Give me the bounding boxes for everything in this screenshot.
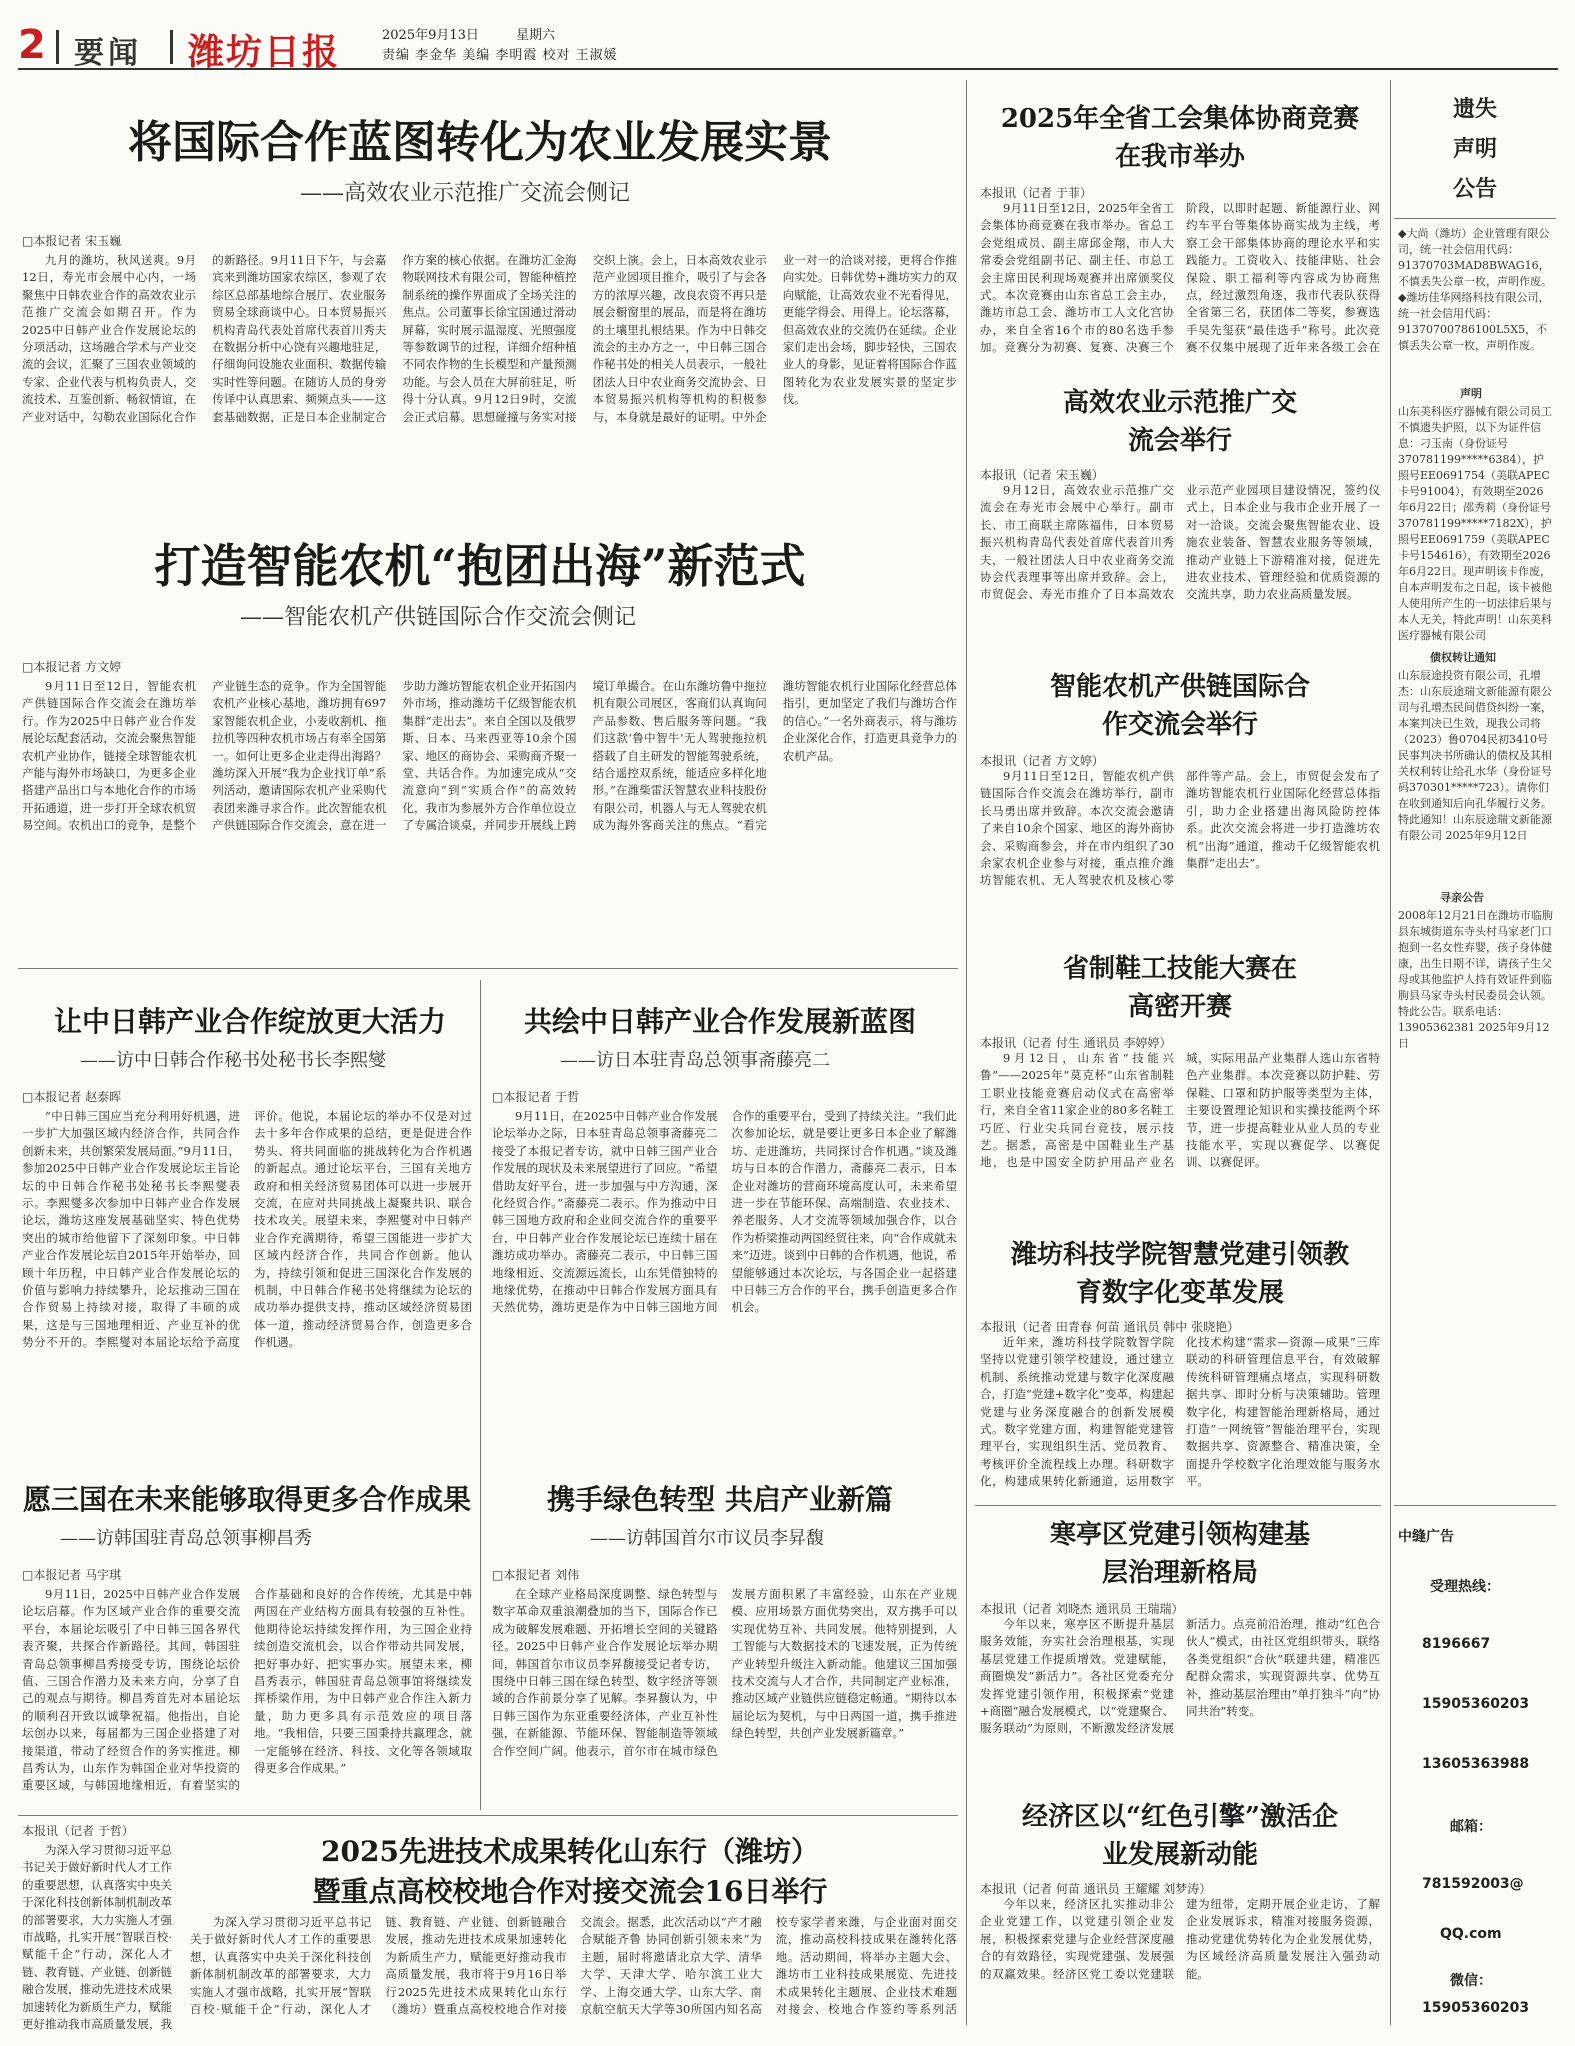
issue-date: 2025年9月13日 xyxy=(382,28,479,43)
body-union-contest: 9月11日至12日，2025年全省工会集体协商竞赛在我市举办。省总工会党组成员、副主席邱金翔，市人大常委会党组副书记、副主任、市总工会主席田民利现场观赛并出席颁奖仪式。本次竞赛由山东省总工会主办，潍坊市总工会、潍坊市工人文化宫协办，来自全省16个市的80名选手参加。竞赛分为初赛、复赛、决赛三个阶段，以即时起题、新能源行业、网约车平台等集体协商实战为主线，考察工会干部集体协商的理论水平和实践能力。工资收入、技能津贴、社会保险、职工福利等内容成为协商焦点，经过激烈角逐，我市代表队获得全省第三名，获团体二等奖，参赛选手吴先玺获“最佳选手”称号。此次竞赛不仅集中展现了近年来各级工会在 xyxy=(980,201,1380,355)
body-smart-machinery: 9月11日至12日，智能农机产供链国际合作交流会在潍坊举行。作为2025中日韩产业合作发展论坛配套活动，交流会聚焦智能农机产业协作，链接全球智能农机产能与海外市场缺口，为更多企业搭建产品出口与本地化合作的市场开拓通道，进一步打开全球农机贸易空间。农机出口的竞争，是整个产业链生态的竞争。作为全国智能农机产业核心基地，潍坊拥有697家智能农机企业，小麦收割机、拖拉机等四种农机市场占有率全国第一。如何让更多企业走得出海路？潍坊深入开展“我为企业找订单”系列活动，邀请国际农机产业采购代表团来潍寻求合作。此次智能农机产供链国际合作交流会，意在进一步助力潍坊智能农机企业开拓国内外市场，推动潍坊千亿级智能农机集群“走出去”。来自全国以及俄罗斯、日本、马来西亚等10余个国家、地区的商协会、采购商齐聚一堂、共话合作。为加速完成从“交流意向”到“实质合作”的高效转化，我市为参展外方合作单位设立了专属洽谈桌，并同步开展线上跨境订单撮合。在山东潍坊鲁中拖拉机有限公司展区，客商们认真询问产品参数、售后服务等问题。“我们这款‘鲁中智牛’无人驾驶拖拉机搭载了自主研发的智能驾驶系统，结合遥控双系统，能适应多样化地形。”在潍柴雷沃智慧农业科技股份有限公司，机器人与无人驾驶农机成为海外客商关注的焦点。“看完潍坊智能农机行业国际化经营总体指引，更加坚定了我们与潍坊合作的信心。”一名外商表示，将与潍坊企业深化合作，打造更具竞争力的农机产品。 xyxy=(22,679,957,833)
column-divider xyxy=(480,980,481,1810)
headline-smart-machinery: 打造智能农机“抱团出海”新范式 xyxy=(154,539,806,593)
sidebar-header-statement: 声明 xyxy=(1452,137,1497,162)
byline-three-nations: □本报记者 马宇琪 xyxy=(22,1568,122,1582)
headline-red-engine: 经济区以“红色引擎”激活企业发展新动能 xyxy=(1022,1802,1338,1870)
section-name: 要闻 xyxy=(74,36,142,71)
column-divider xyxy=(966,80,967,2025)
page-masthead xyxy=(18,16,1558,73)
ad-wechat: 15905360203 xyxy=(1422,2000,1530,2016)
ad-phone-1: 8196667 xyxy=(1422,1636,1491,1652)
headline-intl-agri: 将国际合作蓝图转化为农业发展实景 xyxy=(128,117,832,168)
subtitle-smart-machinery: ——智能农机产供链国际合作交流会侧记 xyxy=(240,605,637,630)
body-agri-demo: 9月12日，高效农业示范推广交流会在寿光市会展中心举行。副市长、市工商联主席陈福伟，日本贸易振兴机构青岛代表处首席代表首川秀夫，一般社团法人日中农业商务交流协会代表理事等出席并致辞。会上，市贸促会、寿光市推介了日本高效农业示范产业园项目建设情况，签约仪式上，日本企业与我市企业开展了一对一洽谈。交流会聚焦智能农业、设施农业装备、智慧农业服务等领域，推动产业链上下游精准对接，促进先进农业技术、管理经验和优质资源的交流共享，助力农业高质量发展。 xyxy=(980,483,1380,602)
issue-weekday: 星期六 xyxy=(516,28,556,43)
byline-agri-demo: 本报讯（记者 宋玉巍） xyxy=(980,468,1104,482)
ad-email-2: QQ.com xyxy=(1440,1926,1502,1942)
byline-cjk-vitality: □本报记者 赵泰晖 xyxy=(22,1090,122,1104)
newspaper-logo: 潍坊日报 xyxy=(188,31,341,73)
headline-union-contest: 2025年全省工会集体协商竞赛在我市举办 xyxy=(1000,104,1360,172)
body-tech-transfer: 为深入学习贯彻习近平总书记关于做好新时代人才工作的重要思想，认真落实中央关于深化科技创新体制机制改革的部署要求，大力实施人才强市战略，扎实开展“智联百校·赋能千企”行动，深化人才链、教育链、产业链、创新链融合发展，推动先进技术成果加速转化为新质生产力，赋能更好推动我市高质量发展，我市将于9月16日举行2025先进技术成果转化山东行（潍坊）暨重点高校校地合作对接交流会。据悉，此次活动以“产才融合赋能齐鲁 协同创新引领未来”为主题，届时将邀请北京大学、清华大学、天津大学、哈尔滨工业大学、上海交通大学、山东大学、南京航空航天大学等30所国内知名高校专家学者来潍，与企业面对面交流，推动高校科技成果在潍转化落地。活动期间，将举办主题大会、潍坊市工业科技成果展览、先进技术成果转化主题展、企业技术难题对接会、校地合作签约等系列活 xyxy=(190,1915,957,2017)
body-intl-agri: 九月的潍坊，秋风送爽。9月12日，寿光市会展中心内，一场聚焦中日韩农业合作的高效农业示范推广交流会如期召开。作为2025中日韩产业合作发展论坛的分项活动，这场融合学术与产业交流的会议，汇聚了三国农业领域的专家、企业代表与机构负责人，交流技术、互鉴创新、畅叙情谊，在产业对话中，勾勒农业国际化合作的新路径。9月11日下午，与会嘉宾来到潍坊国家农综区，参观了农综区总部基地综合展厅、农业服务贸易全球商谈中心。日本贸易振兴机构青岛代表处首席代表首川秀夫在数据分析中心饶有兴趣地驻足，仔细询问设施农业面积、数据传输实时性等问题。在随访人员的身旁传译中认真思索、频频点头——这套基础数据，正是日本企业制定合作方案的核心依据。在潍坊汇金海物联网技术有限公司，智能种植控制系统的操作界面成了全场关注的焦点。公司董事长徐宝国通过滑动屏幕，实时展示温湿度、光照强度等参数调节的过程，详细介绍种植不同农作物的生长模型和产量预测功能。与会人员在大屏前驻足，听得十分认真。9月12日9时，交流会正式启幕。思想碰撞与务实对接交织上演。会上，日本高效农业示范产业园项目推介，吸引了与会各方的浓厚兴趣，改良农资不再只是展会橱窗里的展品，而是将在潍坊的土壤里扎根结果。作为中日韩交流会的主办方之一，中日韩三国合作秘书处的相关人员表示，一般社团法人日中农业商务交流协会、日本贸易振兴机构等机构的积极参与，本身就是最好的证明。中外企业一对一的洽谈对接，更将合作推向实处。日韩优势+潍坊实力的双向赋能，让高效农业不光看得见，更能学得会、用得上。论坛落幕，但高效农业的交流仍在延续。企业家们走出会场，脚步轻快，三国农业人的身影，见证着将国际合作蓝图转化为农业发展实景的坚定步伐。 xyxy=(22,253,957,424)
ad-wechat-label: 微信： xyxy=(1450,1973,1492,1989)
byline-smart-machinery: □本报记者 方文婷 xyxy=(22,660,122,674)
byline-green-transition: □本报记者 刘伟 xyxy=(492,1568,580,1582)
byline-intl-agri: □本报记者 宋玉巍 xyxy=(22,234,122,248)
subtitle-cjk-blueprint: ——访日本驻青岛总领事斋藤亮二 xyxy=(560,1050,830,1071)
headline-cjk-blueprint: 共绘中日韩产业合作发展新蓝图 xyxy=(523,1005,916,1038)
headline-tech-transfer-line1: 2025先进技术成果转化山东行（潍坊） xyxy=(321,1835,819,1868)
byline-union-contest: 本报讯（记者 于菲） xyxy=(980,186,1092,200)
headline-smart-party: 潍坊科技学院智慧党建引领教育数字化变革发展 xyxy=(1010,1240,1349,1308)
sidebar-header-lost: 遗失 xyxy=(1452,97,1497,122)
headline-shoe-contest: 省制鞋工技能大赛在高密开赛 xyxy=(1062,954,1297,1022)
section-divider xyxy=(18,1815,958,1816)
ad-hotline-label: 受理热线： xyxy=(1430,1579,1500,1595)
ad-phone-3: 13605363988 xyxy=(1422,1756,1530,1772)
byline-machinery-exchange: 本报讯（记者 方文婷） xyxy=(980,754,1104,768)
headline-hanting-governance: 寒亭区党建引领构建基层治理新格局 xyxy=(1049,1520,1310,1588)
masthead-divider xyxy=(170,30,173,64)
ad-phone-2: 15905360203 xyxy=(1422,1696,1530,1712)
sidebar-header-notice: 公告 xyxy=(1452,177,1497,202)
ad-email-label: 邮箱： xyxy=(1450,1819,1492,1835)
section-divider xyxy=(1394,1505,1556,1506)
page-number: 2 xyxy=(18,22,46,68)
headline-agri-demo: 高效农业示范推广交流会举行 xyxy=(1062,388,1297,456)
body-shoe-contest: 9月12日，山东省“技能兴鲁”——2025年“莫克杯”山东省制鞋工职业技能竞赛启动仪式在高密举行，来自全省11家企业的80多名鞋工巧匠、行业尖兵同台竞技，展示技艺。据悉，高密是中国鞋业生产基地，也是中国安全防护用品产业名城，实际用品产业集群人选山东省特色产业集群。本次竞赛以防护鞋、劳保鞋、口罩和防护服等类型为主体，主要设置理论知识和实操技能两个环节，进一步提高鞋业从业人员的专业技能水平，实现以赛促学、以赛促训、以赛促评。 xyxy=(980,1051,1380,1170)
byline-shoe-contest: 本报讯（记者 付生 通讯员 李婷婷） xyxy=(980,1036,1172,1050)
section-divider xyxy=(975,1505,1381,1506)
body-three-nations: 9月11日，2025中日韩产业合作发展论坛启幕。作为区域产业合作的重要交流平台，本届论坛吸引了中日韩三国各界代表齐聚，共探合作新路径。其间，韩国驻青岛总领事柳昌秀接受专访，围绕论坛价值、三国合作潜力及未来方向，分享了自己的观点与期待。柳昌秀首先对本届论坛的顺利召开致以诚挚祝福。他指出，自论坛创办以来，每届都为三国企业搭建了对接渠道，带动了经贸合作的务实推进。柳昌秀认为，山东作为韩国企业对华投资的重要区域，与韩国地缘相近，有着坚实的合作基础和良好的合作传统，尤其是中韩两国在产业结构方面具有较强的互补性。他期待论坛持续发挥作用，为三国企业持续创造交流机会，以合作带动共同发展，把好事办好、把实事办实。展望未来，柳昌秀表示，韩国驻青岛总领事馆将继续发挥桥梁作用，为中日韩产业合作注入新力量，助力更多具有示范效应的项目落地。“我相信，只要三国秉持共赢理念，就一定能够在经济、科技、文化等各领域取得更多合作成果。” xyxy=(22,1587,472,1793)
body-smart-party: 近年来，潍坊科技学院数智学院坚持以党建引领学校建设，通过建立机制、系统推动党建与数字化深度融合，打造“党建+数字化”变革，构建起党建与业务深度融合的创新发展模式。数字党建方面，构建智能党建管理平台，实现组织生活、党员教育、考核评价全流程线上办理。科研数字化，构建成果转化新通道，运用数字化技术构建“需求—资源—成果”三库联动的科研管理信息平台，有效破解传统科研管理痛点堵点，实现科研数据共享、即时分析与决策辅助。管理数字化，构建智能治理新格局，通过打造“一网统管”智能治理平台，实现数据共享、资源整合、精准决策，全面提升学校数字化治理效能与服务水平。 xyxy=(980,1335,1380,1489)
sidebar-notice2-title: 声明 xyxy=(1460,387,1482,400)
byline-hanting-governance: 本报讯（记者 刘晓杰 通讯员 王瑞瑞） xyxy=(980,1602,1184,1616)
byline-red-engine: 本报讯（记者 何苗 通讯员 王耀耀 刘梦涛） xyxy=(980,1882,1212,1896)
sidebar-notice-lost-seals: ◆大尚（潍坊）企业管理有限公司，统一社会信用代码：91370703MAD8BWAG16，不慎丢失公章一枚，声明作废。◆潍坊佳华网络科技有限公司，统一社会信用代码：91370700786100L5X5，不慎丢失公章一枚，声明作废。 xyxy=(1398,227,1552,352)
classified-ad-title: 中缝广告 xyxy=(1398,1529,1454,1545)
body-machinery-exchange: 9月11日至12日，智能农机产供链国际合作交流会在潍坊举行，副市长马勇出席并致辞。本次交流会邀请了来自10余个国家、地区的海外商协会、采购商参会，并在市内组织了30余家农机企业参与对接，重点推介潍坊智能农机、无人驾驶农机及核心零部件等产品。会上，市贸促会发布了潍坊智能农机行业国际化经营总体指引，助力企业搭建出海风险防控体系。此次交流会将进一步打造潍坊农机“出海”通道，推动千亿级智能农机集群“走出去”。 xyxy=(980,769,1380,888)
body-cjk-vitality: “中日韩三国应当充分利用好机遇，进一步扩大加强区域内经济合作，共同合作创新未来，共创繁荣发展局面。”9月11日，参加2025中日韩产业合作发展论坛主旨论坛的中日韩合作秘书处秘书长李熙燮表示。李熙燮多次参加中日韩产业合作发展论坛，潍坊这座发展基础坚实、特色优势突出的城市给他留下了深刻印象。中日韩产业合作发展论坛自2015年开始举办，回顾十年历程，中日韩产业合作发展论坛的价值与影响力持续攀升，论坛推动三国在合作贸易上持续对接，取得了丰硕的成果，这是与三国地理相近、产业互补的优势分不开的。李熙燮对本届论坛给予高度评价。他说，本届论坛的举办不仅是对过去十多年合作成果的总结，更是促进合作势头、将共同面临的挑战转化为合作机遇的新起点。通过论坛平台，三国有关地方政府和相关经济贸易团体可以进一步展开交流，在应对共同挑战上凝聚共识、联合技术攻关。展望未来，李熙燮对中日韩产业合作充满期待，希望三国能进一步扩大区域内经济合作，共同合作创新。他认为，持续引领和促进三国深化合作发展的机制，中日韩合作秘书处将继续为论坛的成功举办提供支持，推动区域经济贸易团体一道，推动经济贸易合作，创造更多合作机遇。 xyxy=(22,1109,472,1350)
headline-machinery-exchange: 智能农机产供链国际合作交流会举行 xyxy=(1050,672,1311,740)
column-divider xyxy=(1390,80,1391,2025)
sidebar-notice-debt: 山东辰途投资有限公司，孔增杰：山东辰途瑞文新能源有限公司与孔增杰民间借贷纠纷一案，本案判决已生效，现我公司将（2023）鲁0704民初3410号民事判决书所确认的债权及其相关权利转让给孔水华（身份证号码370301*****723）。请你们在收到通知后向孔华履行义务。特此通知！山东辰途瑞文新能源有限公司 2025年9月12日 xyxy=(1398,669,1552,842)
headline-green-transition: 携手绿色转型 共启产业新篇 xyxy=(547,1483,893,1516)
masthead-divider xyxy=(56,30,59,64)
subtitle-three-nations: ——访韩国驻青岛总领事柳昌秀 xyxy=(60,1528,312,1549)
byline-smart-party: 本报讯（记者 田青春 何苗 通讯员 韩中 张晓艳） xyxy=(980,1320,1240,1334)
sidebar-notice3-title: 债权转让通知 xyxy=(1430,651,1496,664)
byline-tech-transfer: 本报讯（记者 于哲） xyxy=(22,1824,134,1838)
subtitle-green-transition: ——访韩国首尔市议员李昇馥 xyxy=(590,1528,824,1549)
section-divider xyxy=(18,968,958,969)
body-red-engine: 今年以来，经济区扎实推动非公企业党建工作，以党建引领企业发展，积极探索党建与企业经营深度融合的有效路径，实现党建强、发展强的双赢效果。经济区党工委以党建联建为纽带，定期开展企业走访，了解企业发展诉求，精准对接服务资源，推动党建优势转化为企业发展优势，为区域经济高质量发展注入强劲动能。 xyxy=(980,1897,1380,1981)
body-green-transition: 在全球产业格局深度调整、绿色转型与数字革命双重浪潮叠加的当下，国际合作已成为破解发展难题、开拓增长空间的关键路径。2025中日韩产业合作发展论坛举办期间，韩国首尔市议员李昇馥接受记者专访，围绕中日韩三国在绿色转型、数字经济等领域的合作前景分享了见解。李昇馥认为，中日韩三国作为东亚重要经济体，产业互补性强，在新能源、节能环保、智能制造等领域合作空间广阔。他表示，首尔市在城市绿色发展方面积累了丰富经验，山东在产业规模、应用场景方面优势突出，双方携手可以实现优势互补、共同发展。他特别提到，人工智能与大数据技术的飞速发展，正为传统产业转型升级注入新动能。他建议三国加强技术交流与人才合作，共同制定产业标准，推动区域产业链供应链稳定畅通。“期待以本届论坛为契机，与中日两国一道，携手推进绿色转型，共创产业发展新篇章。” xyxy=(492,1587,957,1758)
subtitle-cjk-vitality: ——访中日韩合作秘书处秘书长李熙燮 xyxy=(80,1050,386,1071)
body-cjk-blueprint: 9月11日，在2025中日韩产业合作发展论坛举办之际，日本驻青岛总领事斋藤亮二接受了本报记者专访，就中日韩三国产业合作发展的现状及未来展望进行了回应。“希望借助友好平台，进一步加强与中方沟通，深化经贸合作。”斋藤亮二表示。作为推动中日韩三国地方政府和企业间交流合作的重要平台，中日韩产业合作发展论坛已连续十届在潍坊成功举办。斋藤亮二表示，中日韩三国地缘相近、交流源远流长，山东凭借独特的地缘优势，在推动中日韩合作发展方面具有天然优势，潍坊更是作为中日韩三国地方间合作的重要平台，受到了持续关注。“我们此次参加论坛，就是要让更多日本企业了解潍坊、走进潍坊，共同探讨合作机遇。”谈及潍坊与日本的合作潜力，斋藤亮二表示，日本企业对潍坊的营商环境高度认可，未来希望进一步在节能环保、高端制造、农业技术、养老服务、人才交流等领域加强合作，以合作为桥梁推动两国经贸往来，向“合作成就未来”迈进。谈到中日韩的合作机遇，他说，希望能够通过本次论坛，与各国企业一起搭建中日韩三方合作的平台，携手创造更多合作机会。 xyxy=(492,1109,957,1315)
sidebar-notice-family-search: 2008年12月21日在潍坊市临朐县东城街道东寺头村马家老门口抱到一名女性弃婴，孩子身体健康，出生日期不详，请孩子生父母或其他监护人持有效证件到临朐县马家寺头村民委员会认领。特此公告。联系电话：13905362381 2025年9月12日 xyxy=(1398,909,1553,1050)
sidebar-notice4-title: 寻亲公告 xyxy=(1440,891,1484,904)
body-tech-transfer-lead: 为深入学习贯彻习近平总书记关于做好新时代人才工作的重要思想，认真落实中央关于深化科技创新体制机制改革的部署要求，大力实施人才强市战略，扎实开展“智联百校·赋能千企”行动，深化人才链、教育链、产业链、创新链融合发展，推动先进技术成果加速转化为新质生产力，赋能更好推动我市高质量发展，我 xyxy=(22,1843,172,2032)
subtitle-intl-agri: ——高效农业示范推广交流会侧记 xyxy=(300,181,631,206)
sidebar-divider xyxy=(1394,218,1556,219)
byline-cjk-blueprint: □本报记者 于哲 xyxy=(492,1090,580,1104)
sidebar-notice-passport: 山东美科医疗器械有限公司员工不慎遗失护照，以下为证件信息：刁玉南（身份证号370781199*****6384），护照号EE0691754（美联APEC卡号91004），有效期至2026年6月22日；邵秀莉（身份证号370781199*****7182X），护照号EE0691759（美联APEC卡号154616），有效期至2026年6月22日。现声明该卡作废，自本声明发布之日起，该卡被他人使用所产生的一切法律后果与本人无关，特此声明！山东美科医疗器械有限公司 xyxy=(1398,405,1552,642)
headline-cjk-vitality: 让中日韩产业合作绽放更大活力 xyxy=(53,1005,446,1038)
editor-credits: 责编 李金华 美编 李明霞 校对 王淑媛 xyxy=(382,48,618,63)
headline-tech-transfer-line2: 暨重点高校校地合作对接交流会16日举行 xyxy=(312,1875,828,1908)
headline-three-nations: 愿三国在未来能够取得更多合作成果 xyxy=(22,1483,471,1516)
ad-email-1: 781592003@ xyxy=(1422,1876,1524,1892)
body-hanting-governance: 今年以来，寒亭区不断提升基层服务效能，夯实社会治理根基，实现基层党建工作提质增效。党建赋能，商圈焕发“新活力”。各社区党委充分发挥党建引领作用，积极探索“党建+商圈”融合发展模式，以“党建聚合、服务联动”为原则，不断激发经济发展新活力。点亮前沿治理，推动“红色合伙人”模式，由社区党组织带头，联络各类党组织“合伙”联建共建，精准匹配群众需求，实现资源共享、优势互补，推动基层治理由“单打独斗”向“协同共治”转变。 xyxy=(980,1617,1380,1736)
